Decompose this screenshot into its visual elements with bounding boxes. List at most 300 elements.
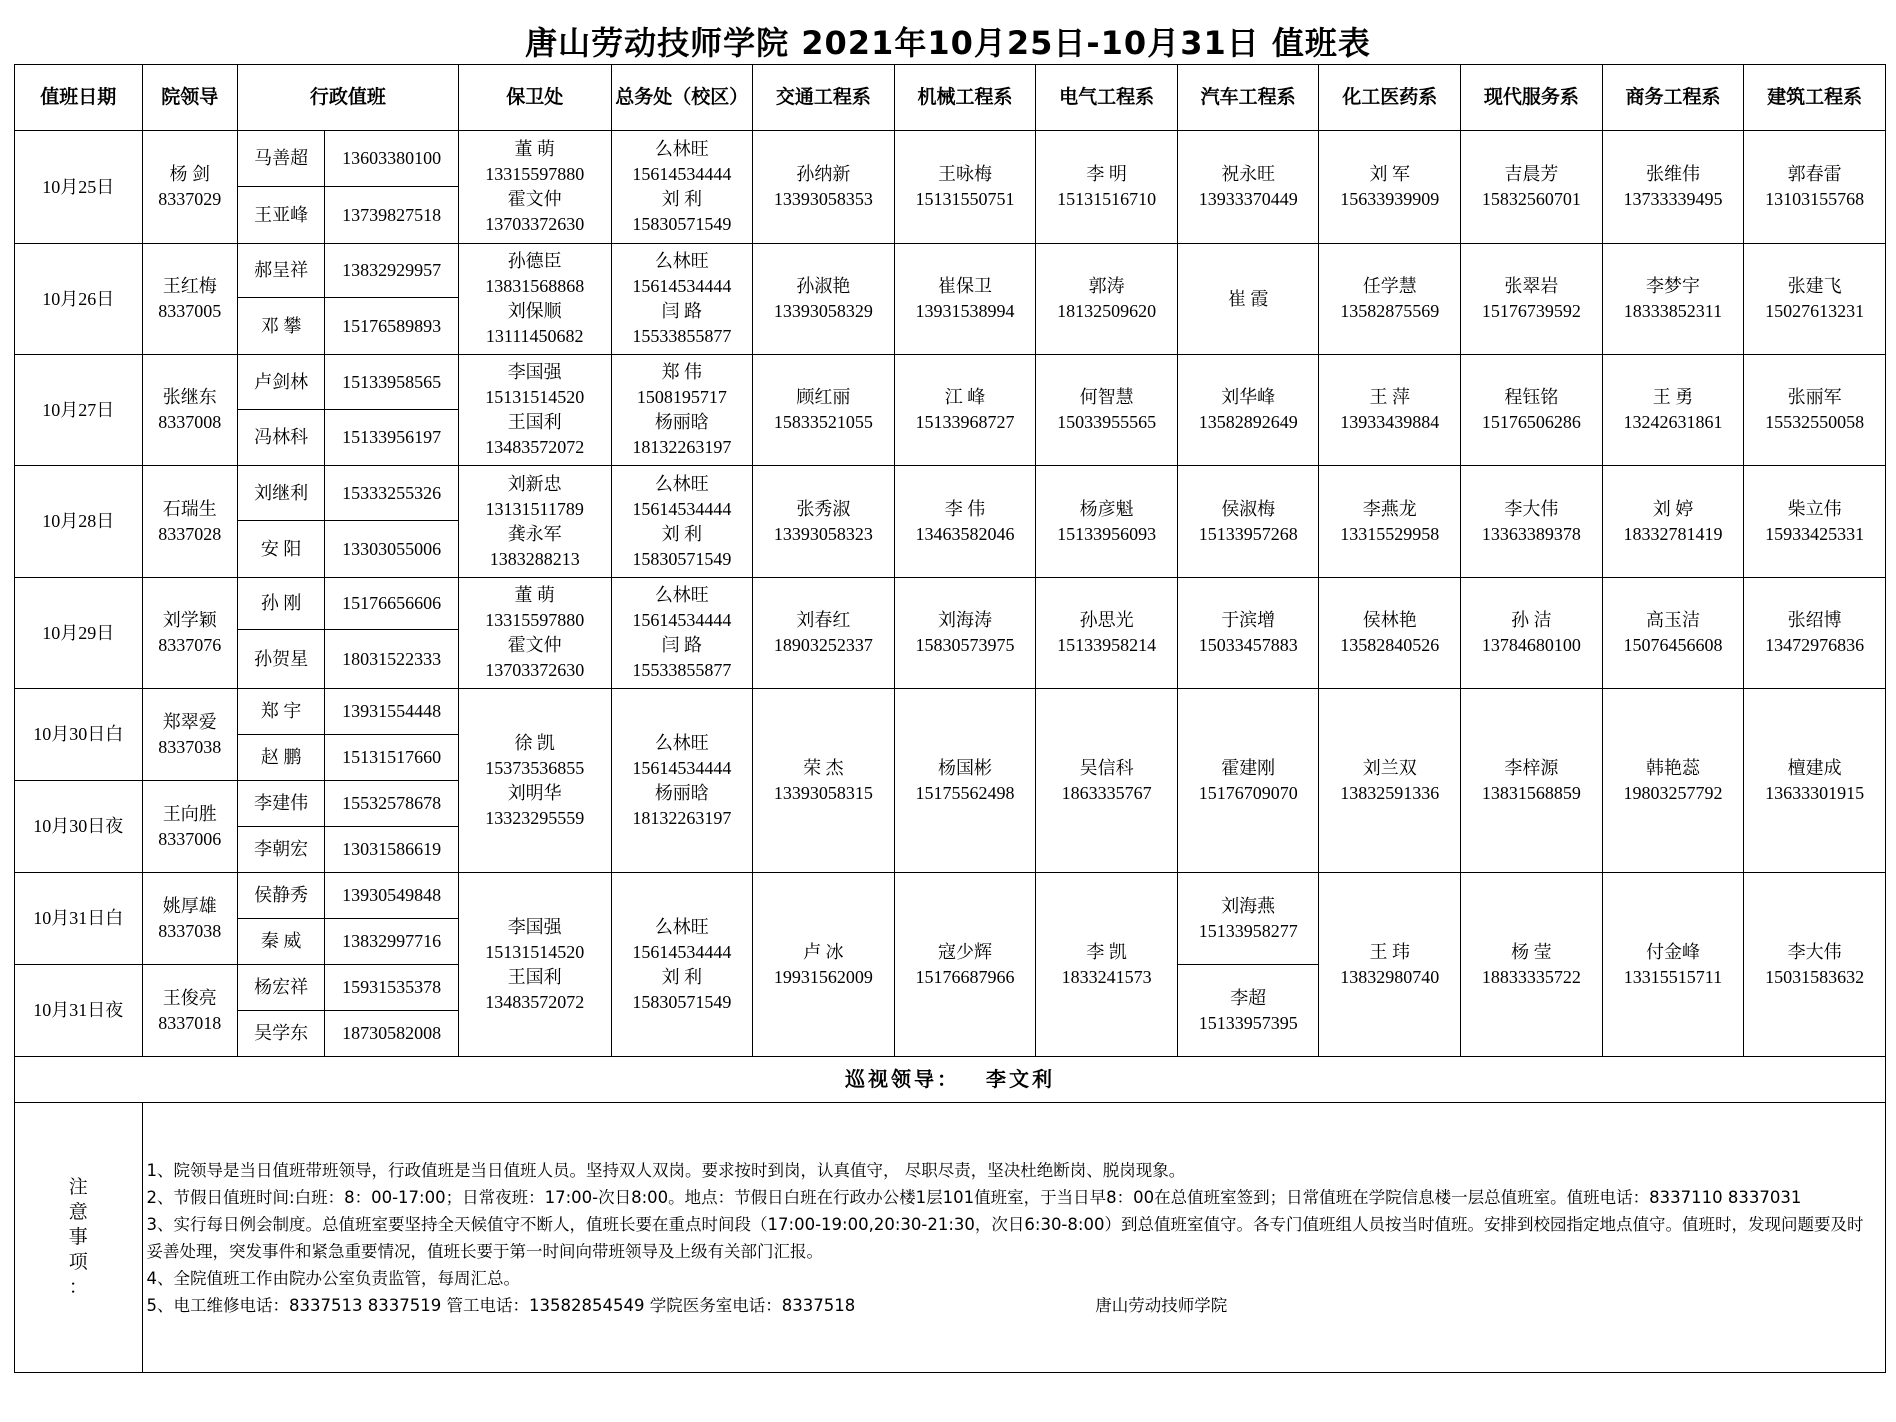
dept-electrical-cell [1036, 873, 1178, 1057]
leader-phone: 8337038 [158, 920, 222, 941]
dept-service-cell-line: 李梓源 [1504, 757, 1559, 778]
header-dept-electrical: 电气工程系 [1036, 65, 1178, 131]
dept-mechanical-cell-line: 李 伟 [944, 498, 986, 519]
dept-business-cell-line: 高玉洁 [1645, 610, 1700, 630]
dept-mechanical-cell-line: 15133968727 [915, 412, 1015, 432]
dept-business-cell-line: 19803257792 [1623, 782, 1723, 803]
dept-service-cell [1461, 689, 1603, 873]
leader-name: 王俊亮 [162, 987, 217, 1008]
dept-construction-cell-line: 15027613231 [1765, 301, 1865, 321]
dept-construction-cell-line: 13103155768 [1765, 189, 1865, 209]
dept-construction-cell-line: 15031583632 [1765, 966, 1865, 987]
duty-row [15, 578, 1886, 630]
security-cell-line: 13315597880 [485, 164, 585, 184]
dept-business-cell-line: 李梦宇 [1645, 276, 1700, 296]
dept-automotive-cell-line: 15176709070 [1198, 782, 1298, 803]
leader-phone: 8337029 [158, 189, 222, 209]
leader-name: 郑翠爱 [162, 711, 217, 732]
security-cell-line: 刘保顺 [507, 301, 562, 321]
dept-automotive-day-cell [1177, 873, 1319, 965]
dept-construction-cell-line: 柴立伟 [1787, 498, 1842, 519]
leader-cell [142, 873, 237, 965]
dept-business-cell-line: 15076456608 [1623, 635, 1723, 655]
dept-electrical-cell-line: 1833241573 [1061, 966, 1152, 987]
dept-business-cell [1602, 873, 1744, 1057]
security-cell-line: 13703372630 [485, 214, 585, 234]
duty-row [15, 466, 1886, 521]
dept-traffic-cell-line: 19931562009 [773, 966, 873, 987]
general-affairs-cell [611, 689, 753, 873]
general-affairs-cell-line: 么林旺 [654, 916, 709, 937]
security-cell [458, 355, 611, 466]
security-cell-line: 刘明华 [507, 782, 562, 803]
admin-name: 冯林科 [237, 410, 324, 466]
general-affairs-cell-line: 15614534444 [632, 610, 732, 630]
dept-traffic-cell-line: 张秀淑 [796, 498, 851, 519]
admin-phone: 13832929957 [325, 244, 459, 298]
dept-construction-cell [1744, 355, 1886, 466]
note-item [147, 1211, 1879, 1265]
general-affairs-cell-line: 杨丽晗 [654, 412, 709, 432]
note-item [147, 1157, 1879, 1184]
security-cell [458, 131, 611, 244]
leader-name: 刘学颖 [162, 610, 217, 630]
admin-name: 杨宏祥 [237, 965, 324, 1011]
duty-date-night: 10月31日夜 [15, 965, 143, 1057]
general-affairs-cell-line: 刘 利 [661, 966, 703, 987]
dept-electrical-cell-line: 杨彦魁 [1079, 498, 1134, 519]
admin-name: 孙 刚 [237, 578, 324, 630]
dept-construction-cell [1744, 873, 1886, 1057]
dept-traffic-cell [753, 689, 895, 873]
dept-automotive-cell [1177, 578, 1319, 689]
note-text: 4、全院值班工作由院办公室负责监管，每周汇总。 [146, 1268, 521, 1288]
dept-business-cell-line: 13242631861 [1623, 412, 1723, 432]
dept-service-cell-line: 15832560701 [1481, 189, 1581, 209]
security-cell-line: 13131511789 [485, 498, 584, 519]
dept-automotive-cell-line: 霍建刚 [1221, 757, 1276, 778]
dept-electrical-cell [1036, 131, 1178, 244]
dept-electrical-cell-line: 18132509620 [1057, 301, 1157, 321]
security-cell-line: 13315597880 [485, 610, 585, 630]
dept-chemical-cell-line: 15633939909 [1340, 189, 1440, 209]
security-cell-line: 15131514520 [485, 387, 585, 407]
dept-traffic-cell-line: 13393058315 [773, 782, 873, 803]
dept-construction-cell-line: 张绍博 [1787, 610, 1842, 630]
dept-construction-cell-line: 张丽军 [1787, 387, 1842, 407]
security-cell-line: 13831568868 [485, 276, 585, 296]
dept-business-cell-line: 王 勇 [1652, 387, 1694, 407]
leader-name: 杨 剑 [169, 164, 210, 184]
admin-phone: 13031586619 [325, 827, 459, 873]
general-affairs-cell-line: 杨丽晗 [654, 782, 709, 803]
duty-row [15, 689, 1886, 735]
dept-chemical-cell-line: 13832980740 [1340, 966, 1440, 987]
dept-service-cell-line: 15176506286 [1481, 412, 1581, 432]
general-affairs-cell-line: 18132263197 [632, 437, 732, 457]
security-cell-line: 13483572072 [485, 437, 585, 457]
general-affairs-cell-line: 郑 伟 [661, 362, 703, 382]
dept-electrical-cell [1036, 244, 1178, 355]
dept-chemical-cell [1319, 131, 1461, 244]
admin-name: 刘继利 [237, 466, 324, 521]
dept-chemical-cell-line: 任学慧 [1362, 276, 1417, 296]
dept-electrical-cell-line: 李 明 [1086, 164, 1127, 184]
dept-traffic-cell-line: 18903252337 [773, 635, 873, 655]
dept-mechanical-cell [894, 466, 1036, 578]
duty-date-night: 10月30日夜 [15, 781, 143, 873]
general-affairs-cell-line: 闫 路 [661, 635, 703, 655]
security-cell-line: 孙德臣 [507, 251, 562, 271]
general-affairs-cell-line: 15533855877 [632, 326, 732, 346]
admin-phone: 15131517660 [325, 735, 459, 781]
admin-name: 邓 攀 [237, 298, 324, 355]
dept-business-cell-line: 韩艳蕊 [1645, 757, 1700, 778]
security-cell-line: 徐 凯 [514, 732, 555, 753]
dept-traffic-cell [753, 131, 895, 244]
security-cell-line: 霍文仲 [507, 189, 562, 209]
leader-name: 石瑞生 [162, 498, 217, 519]
security-cell-line: 15131514520 [485, 941, 585, 962]
dept-service-cell-line: 杨 莹 [1511, 941, 1552, 962]
dept-mechanical-cell [894, 355, 1036, 466]
admin-phone: 13832997716 [325, 919, 459, 965]
admin-name: 侯静秀 [237, 873, 324, 919]
dept-electrical-cell-line: 李 凯 [1086, 941, 1127, 962]
dept-mechanical-cell-line: 刘海涛 [938, 610, 992, 630]
general-affairs-cell-line: 么林旺 [654, 251, 709, 271]
leader-phone: 8337006 [158, 828, 222, 849]
dept-business-cell [1602, 244, 1744, 355]
dept-business-cell-line: 18332781419 [1623, 523, 1723, 544]
general-affairs-cell-line: 么林旺 [654, 473, 709, 494]
dept-mechanical-cell-line: 13463582046 [915, 523, 1015, 544]
note-item [147, 1184, 1879, 1211]
dept-chemical-cell-line: 13315529958 [1340, 523, 1440, 544]
general-affairs-cell-line: 15614534444 [632, 498, 732, 519]
dept-traffic-cell [753, 873, 895, 1057]
dept-electrical-cell [1036, 466, 1178, 578]
dept-service-cell-line: 吉晨芳 [1504, 164, 1559, 184]
duty-row [15, 131, 1886, 187]
dept-mechanical-cell-line: 江 峰 [944, 387, 986, 407]
duty-row [15, 873, 1886, 919]
admin-phone: 13303055006 [325, 521, 459, 578]
dept-electrical-cell-line: 孙思光 [1079, 610, 1134, 630]
admin-phone: 15931535378 [325, 965, 459, 1011]
dept-automotive-cell [1177, 466, 1319, 578]
dept-mechanical-cell [894, 244, 1036, 355]
leader-cell [142, 965, 237, 1057]
dept-automotive-cell-line: 13933370449 [1198, 189, 1298, 209]
header-security: 保卫处 [458, 65, 611, 131]
general-affairs-cell-line: 15614534444 [632, 757, 732, 778]
dept-construction-cell-line: 15532550058 [1765, 412, 1865, 432]
security-cell-line: 15373536855 [485, 757, 585, 778]
dept-automotive-cell-line: 侯淑梅 [1221, 498, 1276, 519]
duty-date-day: 10月31日白 [15, 873, 143, 965]
dept-traffic-cell-line: 荣 杰 [803, 757, 844, 778]
dept-service-cell [1461, 873, 1603, 1057]
security-cell-line: 13111450682 [485, 326, 584, 346]
leader-phone: 8337038 [158, 736, 222, 757]
general-affairs-cell [611, 873, 753, 1057]
duty-date: 10月29日 [15, 578, 143, 689]
security-cell-line: 1383288213 [489, 548, 580, 569]
note-item [147, 1265, 1879, 1292]
dept-automotive-cell [1177, 689, 1319, 873]
leader-phone: 8337076 [158, 635, 222, 655]
dept-electrical-cell-line: 郭涛 [1088, 276, 1125, 296]
dept-business-cell-line: 刘 婷 [1652, 498, 1694, 519]
header-dept-mechanical: 机械工程系 [894, 65, 1036, 131]
dept-automotive-cell-line: 于滨增 [1221, 610, 1276, 630]
header-dept-business: 商务工程系 [1602, 65, 1744, 131]
dept-traffic-cell-line: 孙淑艳 [796, 276, 851, 296]
dept-mechanical-cell-line: 15175562498 [915, 782, 1015, 803]
admin-name: 安 阳 [237, 521, 324, 578]
security-cell-line: 刘新忠 [507, 473, 562, 494]
header-dept-construction: 建筑工程系 [1744, 65, 1886, 131]
header-admin: 行政值班 [237, 65, 458, 131]
duty-date: 10月25日 [15, 131, 143, 244]
admin-phone: 18730582008 [325, 1011, 459, 1057]
admin-name: 孙贺星 [237, 630, 324, 689]
leader-phone: 8337028 [158, 523, 222, 544]
dept-service-cell-line: 孙 洁 [1511, 610, 1552, 630]
dept-chemical-cell-line: 13933439884 [1340, 412, 1440, 432]
dept-construction-cell [1744, 689, 1886, 873]
dept-automotive-night-cell-line: 李超 [1230, 987, 1267, 1008]
dept-traffic-cell [753, 355, 895, 466]
dept-service-cell-line: 李大伟 [1504, 498, 1559, 519]
leader-phone: 8337008 [158, 412, 222, 432]
note-text: 3、实行每日例会制度。总值班室要坚持全天候值守不断人，值班长要在重点时间段（17:00-19:00,20:30-21:30，次日6:30-8:00）到总值班室值守。各专门值班组人员按当时值班。安排到校园指定地点值守。值班时，发现问题要及时妥善处理，突发事件和紧急重要情况，值班长要于第一时间向带班领导及上级有关部门汇报。 [146, 1214, 1864, 1261]
dept-mechanical-cell-line: 寇少辉 [938, 941, 992, 962]
notes-label-cell [15, 1103, 143, 1373]
general-affairs-cell [611, 466, 753, 578]
security-cell [458, 466, 611, 578]
dept-traffic-cell [753, 466, 895, 578]
dept-automotive-cell-line: 13582892649 [1198, 412, 1298, 432]
patrol-leader-name: 李文利 [986, 1067, 1055, 1091]
dept-automotive-cell-line: 祝永旺 [1221, 164, 1276, 184]
dept-chemical-cell [1319, 689, 1461, 873]
dept-business-cell-line: 张维伟 [1645, 164, 1700, 184]
notes-label-char: 项 [68, 1251, 88, 1273]
dept-traffic-cell [753, 578, 895, 689]
dept-construction-cell-line: 张建飞 [1787, 276, 1842, 296]
header-leader: 院领导 [142, 65, 237, 131]
general-affairs-cell-line: 闫 路 [661, 301, 703, 321]
note-text: 5、电工维修电话：8337513 8337519 管工电话：13582854549 学院医务室电话：8337518 [146, 1295, 856, 1315]
dept-construction-cell [1744, 244, 1886, 355]
dept-mechanical-cell-line: 13931538994 [915, 301, 1015, 321]
security-cell-line: 13703372630 [485, 660, 585, 680]
dept-service-cell-line: 13784680100 [1481, 635, 1581, 655]
notes-signature: 唐山劳动技师学院 [1095, 1295, 1228, 1315]
note-text: 2、节假日值班时间:白班：8：00-17:00；日常夜班：17:00-次日8:00。地点：节假日白班在行政办公楼1层101值班室，于当日早8：00在总值班室签到；日常值班在学院信息楼一层总值班室。值班电话：8337110 8337031 [146, 1187, 1802, 1207]
header-row [15, 65, 1886, 131]
dept-chemical-cell [1319, 466, 1461, 578]
general-affairs-cell-line: 么林旺 [654, 139, 709, 159]
dept-business-cell-line: 13733339495 [1623, 189, 1723, 209]
dept-automotive-cell [1177, 355, 1319, 466]
admin-name: 吴学东 [237, 1011, 324, 1057]
dept-service-cell-line: 18833335722 [1481, 966, 1581, 987]
header-dept-automotive: 汽车工程系 [1177, 65, 1319, 131]
general-affairs-cell-line: 刘 利 [661, 523, 703, 544]
dept-electrical-cell-line: 吴信科 [1079, 757, 1134, 778]
dept-chemical-cell [1319, 355, 1461, 466]
duty-date: 10月27日 [15, 355, 143, 466]
admin-name: 郑 宇 [237, 689, 324, 735]
general-affairs-cell-line: 15614534444 [632, 941, 732, 962]
dept-traffic-cell [753, 244, 895, 355]
dept-business-cell-line: 付金峰 [1645, 941, 1700, 962]
security-cell-line: 李国强 [507, 362, 562, 382]
admin-phone: 13603380100 [325, 131, 459, 187]
notes-label-char: 事 [68, 1226, 88, 1248]
dept-chemical-cell [1319, 873, 1461, 1057]
security-cell-line: 13483572072 [485, 991, 585, 1012]
dept-mechanical-cell-line: 王咏梅 [938, 164, 992, 184]
general-affairs-cell [611, 244, 753, 355]
dept-business-cell [1602, 578, 1744, 689]
general-affairs-cell [611, 578, 753, 689]
leader-cell [142, 578, 237, 689]
admin-name: 王亚峰 [237, 187, 324, 244]
dept-service-cell [1461, 244, 1603, 355]
dept-business-cell [1602, 689, 1744, 873]
admin-phone: 13739827518 [325, 187, 459, 244]
leader-name: 姚厚雄 [162, 895, 217, 916]
header-general: 总务处（校区） [611, 65, 753, 131]
header-dept-chemical: 化工医药系 [1319, 65, 1461, 131]
dept-chemical-cell-line: 侯林艳 [1362, 610, 1417, 630]
dept-service-cell [1461, 466, 1603, 578]
general-affairs-cell [611, 131, 753, 244]
leader-cell [142, 131, 237, 244]
general-affairs-cell-line: 么林旺 [654, 732, 709, 753]
admin-phone: 15176656606 [325, 578, 459, 630]
dept-traffic-cell-line: 卢 冰 [803, 941, 844, 962]
dept-construction-cell-line: 郭春雷 [1787, 164, 1842, 184]
leader-cell [142, 244, 237, 355]
admin-name: 李建伟 [237, 781, 324, 827]
header-date: 值班日期 [15, 65, 143, 131]
general-affairs-cell-line: 15533855877 [632, 660, 732, 680]
note-text: 1、院领导是当日值班带班领导，行政值班是当日值班人员。坚持双人双岗。要求按时到岗，认真值守， 尽职尽责，坚决杜绝断岗、脱岗现象。 [146, 1160, 1186, 1180]
admin-phone: 13930549848 [325, 873, 459, 919]
dept-service-cell-line: 15176739592 [1481, 301, 1581, 321]
dept-electrical-cell-line: 15133956093 [1057, 523, 1157, 544]
general-affairs-cell-line: 么林旺 [654, 585, 709, 605]
security-cell-line: 李国强 [507, 916, 562, 937]
dept-automotive-cell-line: 刘华峰 [1221, 387, 1276, 407]
general-affairs-cell-line: 15830571549 [632, 548, 732, 569]
dept-business-cell [1602, 466, 1744, 578]
dept-service-cell [1461, 131, 1603, 244]
leader-phone: 8337005 [158, 301, 222, 321]
dept-chemical-cell [1319, 578, 1461, 689]
dept-electrical-cell-line: 15033955565 [1057, 412, 1157, 432]
security-cell-line: 董 萌 [514, 585, 555, 605]
patrol-label: 巡视领导： [845, 1067, 960, 1091]
admin-phone: 18031522333 [325, 630, 459, 689]
admin-phone: 15133956197 [325, 410, 459, 466]
dept-construction-cell-line: 檀建成 [1787, 757, 1842, 778]
security-cell-line: 董 萌 [514, 139, 555, 159]
dept-service-cell-line: 张翠岩 [1504, 276, 1559, 296]
admin-phone: 15333255326 [325, 466, 459, 521]
dept-service-cell-line: 13831568859 [1481, 782, 1581, 803]
general-affairs-cell [611, 355, 753, 466]
general-affairs-cell-line: 15830571549 [632, 991, 732, 1012]
dept-automotive-cell [1177, 244, 1319, 355]
dept-automotive-cell-line: 崔 霞 [1227, 288, 1269, 309]
dept-construction-cell-line: 李大伟 [1787, 941, 1842, 962]
dept-electrical-cell-line: 15131516710 [1057, 189, 1157, 209]
general-affairs-cell-line: 刘 利 [661, 189, 703, 209]
notes-label-char: ： [68, 1276, 88, 1298]
admin-phone: 15176589893 [325, 298, 459, 355]
dept-traffic-cell-line: 13393058323 [773, 523, 873, 544]
leader-cell [142, 689, 237, 781]
security-cell-line: 王国利 [507, 412, 562, 432]
dept-mechanical-cell [894, 131, 1036, 244]
dept-mechanical-cell-line: 杨国彬 [938, 757, 992, 778]
dept-traffic-cell-line: 13393058329 [773, 301, 873, 321]
dept-traffic-cell-line: 顾红丽 [796, 387, 851, 407]
dept-chemical-cell-line: 李燕龙 [1362, 498, 1417, 519]
dept-mechanical-cell [894, 689, 1036, 873]
leader-name: 张继东 [162, 387, 217, 407]
admin-name: 卢剑林 [237, 355, 324, 410]
admin-phone: 15133958565 [325, 355, 459, 410]
security-cell-line: 王国利 [507, 966, 562, 987]
dept-mechanical-cell-line: 崔保卫 [938, 276, 992, 296]
security-cell-line: 龚永军 [507, 523, 562, 544]
admin-name: 马善超 [237, 131, 324, 187]
dept-automotive-night-cell-line: 15133957395 [1198, 1012, 1298, 1033]
admin-phone: 13931554448 [325, 689, 459, 735]
dept-automotive-cell-line: 15133957268 [1198, 523, 1298, 544]
dept-construction-cell-line: 13633301915 [1765, 782, 1865, 803]
dept-traffic-cell-line: 孙纳新 [796, 164, 851, 184]
leader-cell [142, 466, 237, 578]
security-cell [458, 578, 611, 689]
duty-date: 10月28日 [15, 466, 143, 578]
dept-automotive-day-cell-line: 15133958277 [1198, 920, 1298, 941]
dept-mechanical-cell [894, 873, 1036, 1057]
duty-table [14, 64, 1886, 1373]
dept-service-cell [1461, 355, 1603, 466]
duty-row [15, 244, 1886, 298]
notes-content-cell [142, 1103, 1885, 1373]
leader-cell [142, 355, 237, 466]
dept-traffic-cell-line: 15833521055 [773, 412, 873, 432]
admin-name: 赵 鹏 [237, 735, 324, 781]
notes-row [15, 1103, 1886, 1373]
dept-chemical-cell [1319, 244, 1461, 355]
dept-chemical-cell-line: 13832591336 [1340, 782, 1440, 803]
leader-name: 王红梅 [162, 276, 217, 296]
dept-electrical-cell [1036, 689, 1178, 873]
dept-electrical-cell-line: 1863335767 [1061, 782, 1152, 803]
dept-construction-cell [1744, 131, 1886, 244]
admin-name: 郝呈祥 [237, 244, 324, 298]
